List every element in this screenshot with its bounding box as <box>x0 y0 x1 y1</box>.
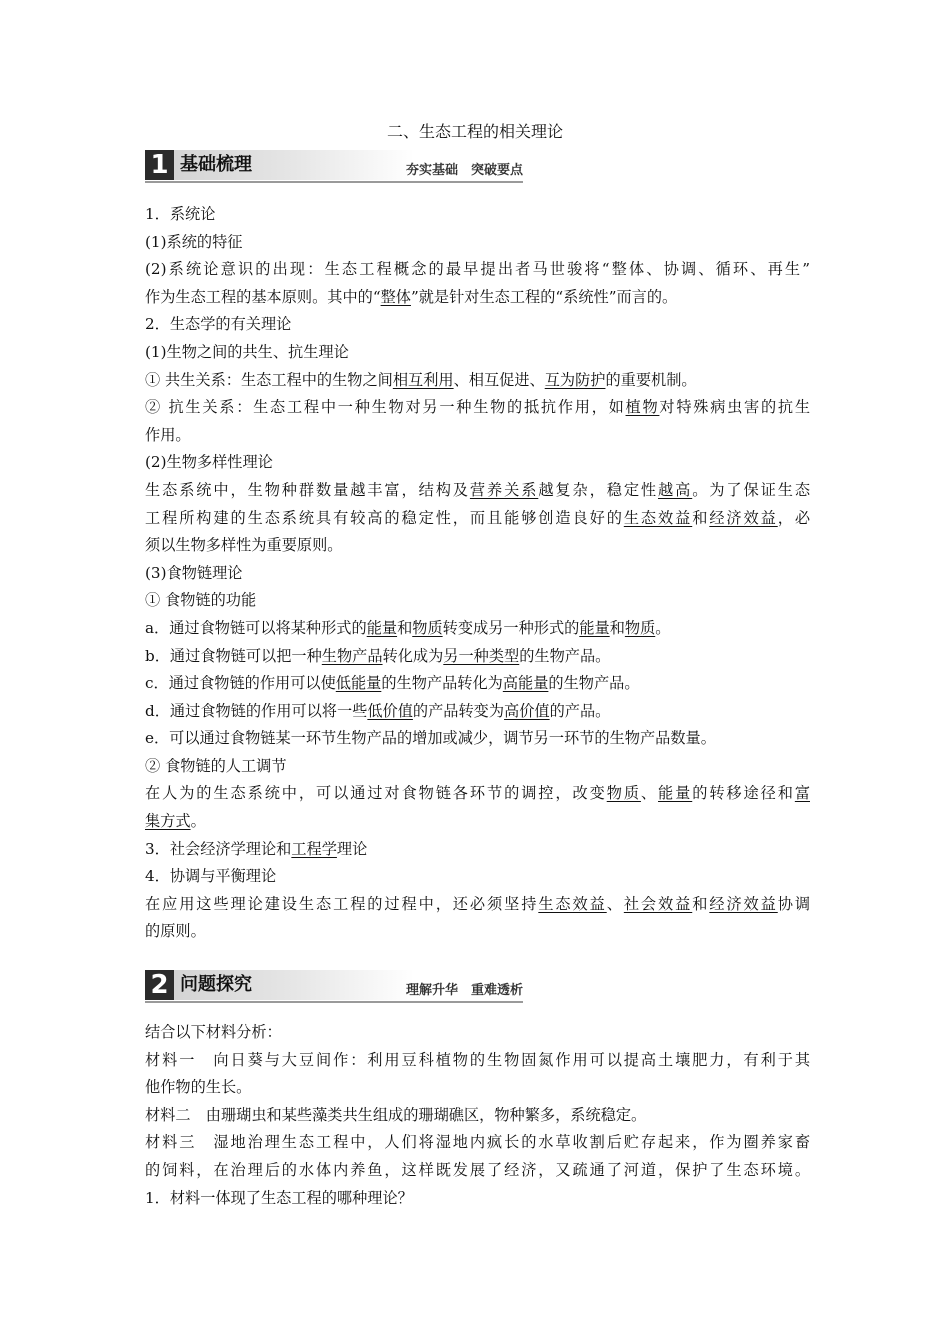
text-line <box>145 615 810 643</box>
text-line <box>145 698 810 726</box>
text-line <box>145 201 810 229</box>
text-span: (3)食物链理论 <box>145 563 243 582</box>
text-span: 转变成另一种形式的 <box>442 618 580 637</box>
text-span: 的转移途径和 <box>692 784 795 803</box>
page-title: 二、生态工程的相关理论 <box>386 122 563 141</box>
section-heading: 问题探究 <box>180 974 252 995</box>
underlined-answer: 能量 <box>658 784 693 803</box>
text-span: 在人为的生态系统中，可以通过对食物链各环节的调控，改变 <box>145 784 607 803</box>
text-span: 和 <box>397 618 413 637</box>
text-span: 和 <box>692 508 710 527</box>
underlined-answer: 相互利用 <box>392 370 454 389</box>
text-span: (2)生物多样性理论 <box>145 453 273 472</box>
underlined-answer: 生物产品 <box>321 646 383 665</box>
text-line <box>145 560 810 588</box>
text-span: 、相互促进、 <box>453 370 545 389</box>
text-line <box>145 284 810 312</box>
text-span: 他作物的生长。 <box>145 1078 252 1097</box>
text-span: 材料二 由珊瑚虫和某些藻类共生组成的珊瑚礁区，物种繁多，系统稳定。 <box>145 1105 647 1124</box>
text-span: 对特殊病虫害的抗生 <box>659 398 810 417</box>
text-line <box>145 1129 810 1157</box>
text-line <box>145 808 810 836</box>
section-rule <box>145 1001 523 1003</box>
text-line <box>145 505 810 533</box>
underlined-answer: 高价值 <box>504 701 550 720</box>
text-span: 的生物产品。 <box>548 674 640 693</box>
text-line <box>145 725 810 753</box>
text-span: 的原则。 <box>145 922 206 941</box>
text-line <box>145 863 810 891</box>
text-line <box>145 753 810 781</box>
underlined-answer: 物质 <box>606 784 641 803</box>
underlined-answer: 集方式 <box>145 812 191 831</box>
text-line <box>145 449 810 477</box>
text-span: 1．系统论 <box>145 205 216 223</box>
text-line <box>145 1185 810 1213</box>
text-span: d．通过食物链的作用可以将一些 <box>145 701 368 720</box>
text-span: e．可以通过食物链某一环节生物产品的增加或减少，调节另一环节的生物产品数量。 <box>145 729 716 748</box>
underlined-answer: 整体 <box>380 287 411 306</box>
text-span: ② 食物链的人工调节 <box>145 756 287 775</box>
text-span: 1．材料一体现了生态工程的哪种理论？ <box>145 1188 413 1207</box>
text-span: 工程所构建的生态系统具有较高的稳定性，而且能够创造良好的 <box>145 508 624 527</box>
text-line <box>145 229 810 257</box>
text-span: 和 <box>609 618 625 637</box>
text-span: 结合以下材料分析： <box>145 1023 282 1041</box>
section-subtitle: 理解升华 重难透析 <box>405 983 523 998</box>
text-span: 转化成为 <box>382 646 444 665</box>
text-span: (2)系统论意识的出现：生态工程概念的最早提出者马世骏将“整体、协调、循环、再生” <box>145 260 810 279</box>
text-span: a．通过食物链可以将某种形式的 <box>145 618 367 637</box>
text-line <box>145 477 810 505</box>
text-span: 越复杂，稳定性 <box>538 480 659 499</box>
text-span: 。为了保证生态 <box>692 480 810 499</box>
text-span: 作为生态工程的基本原则。其中的“ <box>145 287 381 306</box>
underlined-answer: 低价值 <box>367 701 413 720</box>
text-span: 理论 <box>336 839 368 858</box>
section-number: 1 <box>145 150 174 180</box>
text-line <box>145 918 810 946</box>
text-span: 的生物产品转化为 <box>381 674 503 693</box>
text-span: 。 <box>655 618 671 637</box>
underlined-answer: 工程学 <box>291 839 337 858</box>
text-line <box>145 643 810 671</box>
text-span: 、 <box>606 894 624 913</box>
text-line <box>145 422 810 450</box>
text-span: 须以生物多样性为重要原则。 <box>145 536 343 555</box>
text-span: 作用。 <box>145 425 191 444</box>
section-heading-box <box>174 970 414 1000</box>
text-line <box>145 891 810 919</box>
text-line <box>145 1157 810 1185</box>
text-span: 协调 <box>777 894 810 913</box>
underlined-answer: 能量 <box>366 618 398 637</box>
section-1-body <box>145 201 810 946</box>
underlined-answer: 营养关系 <box>469 480 539 499</box>
underlined-answer: 富 <box>794 784 810 803</box>
text-span: 的产品。 <box>549 701 611 720</box>
text-span: ”就是针对生态工程的“系统性”而言的。 <box>410 287 678 306</box>
text-line <box>145 256 810 284</box>
text-line <box>145 367 810 395</box>
text-span: 2．生态学的有关理论 <box>145 315 292 334</box>
text-span: ② 抗生关系：生态工程中一种生物对另一种生物的抵抗作用，如 <box>145 398 626 417</box>
underlined-answer: 另一种类型 <box>443 646 520 665</box>
text-line <box>145 1047 810 1075</box>
underlined-answer: 低能量 <box>335 674 382 693</box>
text-line <box>145 587 810 615</box>
text-span: 材料一 向日葵与大豆间作：利用豆科植物的生物固氮作用可以提高土壤肥力，有利于其 <box>145 1050 810 1069</box>
underlined-answer: 物质 <box>624 618 656 637</box>
section-banner-basics <box>145 150 523 184</box>
underlined-answer: 越高 <box>658 480 693 499</box>
text-span: ，必 <box>777 508 810 527</box>
underlined-answer: 互为防护 <box>544 370 606 389</box>
text-line <box>145 1019 810 1047</box>
text-span: 的重要机制。 <box>605 370 697 389</box>
section-rule <box>145 181 523 183</box>
text-span: ① 共生关系：生态工程中的生物之间 <box>145 370 393 389</box>
text-span: (1)生物之间的共生、抗生理论 <box>145 342 349 361</box>
text-span: 的生物产品。 <box>519 646 611 665</box>
underlined-answer: 经济效益 <box>709 508 778 527</box>
text-line <box>145 836 810 864</box>
text-line <box>145 780 810 808</box>
text-span: 材料三 湿地治理生态工程中，人们将湿地内疯长的水草收割后贮存起来，作为圈养家畜 <box>145 1133 810 1152</box>
text-line <box>145 532 810 560</box>
text-span: 3．社会经济学理论和 <box>145 839 292 858</box>
text-span: 和 <box>692 894 710 913</box>
text-span: 在应用这些理论建设生态工程的过程中，还必须坚持 <box>145 894 539 913</box>
text-span: b．通过食物链可以把一种 <box>145 646 322 665</box>
underlined-answer: 社会效益 <box>623 894 693 913</box>
text-span: 生态系统中，生物种群数量越丰富，结构及 <box>145 480 470 499</box>
underlined-answer: 高能量 <box>502 674 549 693</box>
underlined-answer: 生态效益 <box>538 894 607 913</box>
section-heading: 基础梳理 <box>180 154 252 175</box>
text-span: 。 <box>190 812 206 831</box>
text-span: 、 <box>640 784 659 803</box>
text-line <box>145 1074 810 1102</box>
text-span: 的饲料，在治理后的水体内养鱼，这样既发展了经济，又疏通了河道，保护了生态环境。 <box>145 1160 810 1179</box>
text-line <box>145 311 810 339</box>
text-line <box>145 394 810 422</box>
section-number: 2 <box>145 970 174 1000</box>
text-span: (1)系统的特征 <box>145 232 243 251</box>
text-span: ① 食物链的功能 <box>145 591 257 610</box>
underlined-answer: 能量 <box>579 618 610 637</box>
underlined-answer: 生态效益 <box>623 508 693 527</box>
section-2-body <box>145 1019 810 1212</box>
section-subtitle: 夯实基础 突破要点 <box>405 163 523 178</box>
text-line <box>145 1102 810 1130</box>
text-span: 的产品转变为 <box>412 701 505 720</box>
underlined-answer: 物质 <box>412 618 443 637</box>
section-heading-box <box>174 150 414 180</box>
text-line <box>145 670 810 698</box>
underlined-answer: 植物 <box>625 398 660 417</box>
text-span: c．通过食物链的作用可以使 <box>145 674 336 693</box>
text-line <box>145 339 810 367</box>
section-banner-inquiry <box>145 970 523 1004</box>
underlined-answer: 经济效益 <box>709 894 778 913</box>
text-span: 4．协调与平衡理论 <box>145 867 277 886</box>
